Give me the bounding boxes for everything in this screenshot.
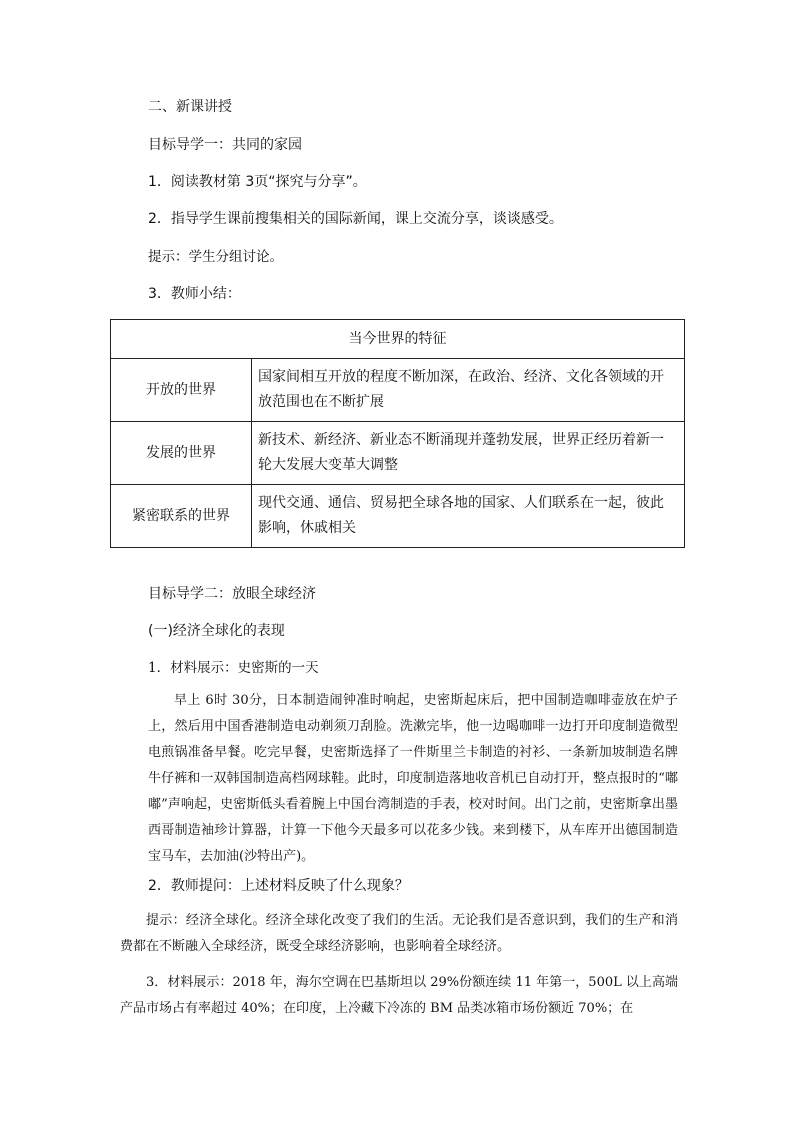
goal2-subtitle: (一)经济全球化的表现 [148, 623, 285, 639]
material1-paragraph: 早上 6时 30分，日本制造闹钟准时响起，史密斯起床后，把中国制造咖啡壶放在炉子上，然后用中国香港制造电动剃须刀刮脸。洗漱完毕，他一边喝咖啡一边打开印度制造微型电煎锅准备早餐。吃完早餐，史密斯选择了一件斯里兰卡制造的衬衫、一条新加坡制造名牌牛仔裤和一双韩国制造高档网球鞋。此时，印度制造落地收音机已自动打开，整点报时的“嘟嘟”声响起，史密斯低头看着腕上中国台湾制造的手表，校对时间。出门之前，史密斯拿出墨西哥制造袖珍计算器，计算一下他今天最多可以花多少钱。来到楼下，从车库开出德国制造宝马车，去加油(沙特出产)。 [148, 693, 678, 864]
goal1-hint: 提示：学生分组讨论。 [148, 249, 283, 265]
table-row-label: 开放的世界 [111, 359, 252, 422]
table-row-label: 紧密联系的世界 [111, 485, 252, 548]
goal2-title: 目标导学二：放眼全球经济 [148, 586, 316, 602]
material1-title: 1．材料展示：史密斯的一天 [148, 660, 319, 676]
goal1-item-3: 3．教师小结： [148, 286, 241, 302]
goal1-title: 目标导学一：共同的家园 [148, 137, 302, 153]
features-table [110, 319, 685, 548]
goal1-item-2: 2．指导学生课前搜集相关的国际新闻，课上交流分享，谈谈感受。 [148, 211, 563, 227]
table-row-label: 发展的世界 [111, 422, 252, 485]
question-2: 2．教师提问：上述材料反映了什么现象？ [148, 878, 409, 894]
table-row [111, 359, 685, 422]
section-title: 二、新课讲授 [148, 99, 232, 115]
table-row-text: 国家间相互开放的程度不断加深，在政治、经济、文化各领域的开放范围也在不断扩展 [252, 359, 685, 422]
hint-2-paragraph: 提示：经济全球化。经济全球化改变了我们的生活。无论我们是否意识到，我们的生产和消费都在不断融入全球经济，既受全球经济影响，也影响着全球经济。 [120, 913, 678, 954]
table-row [111, 422, 685, 485]
table-row [111, 485, 685, 548]
table-header-row [111, 320, 685, 359]
table-row-text: 新技术、新经济、新业态不断涌现并蓬勃发展，世界正经历着新一轮大发展大变革大调整 [252, 422, 685, 485]
table-row-text: 现代交通、通信、贸易把全球各地的国家、人们联系在一起，彼此影响，休戚相关 [252, 485, 685, 548]
goal1-item-1: 1．阅读教材第 3页“探究与分享”。 [148, 174, 367, 190]
table-header: 当今世界的特征 [111, 320, 685, 359]
material3-paragraph: 3．材料展示：2018 年，海尔空调在巴基斯坦以 29%份额连续 11 年第一，500L 以上高端产品市场占有率超过 40%；在印度，上冷藏下冷冻的 BM 品类冰箱市场份额近 70%；在 [120, 975, 678, 1016]
